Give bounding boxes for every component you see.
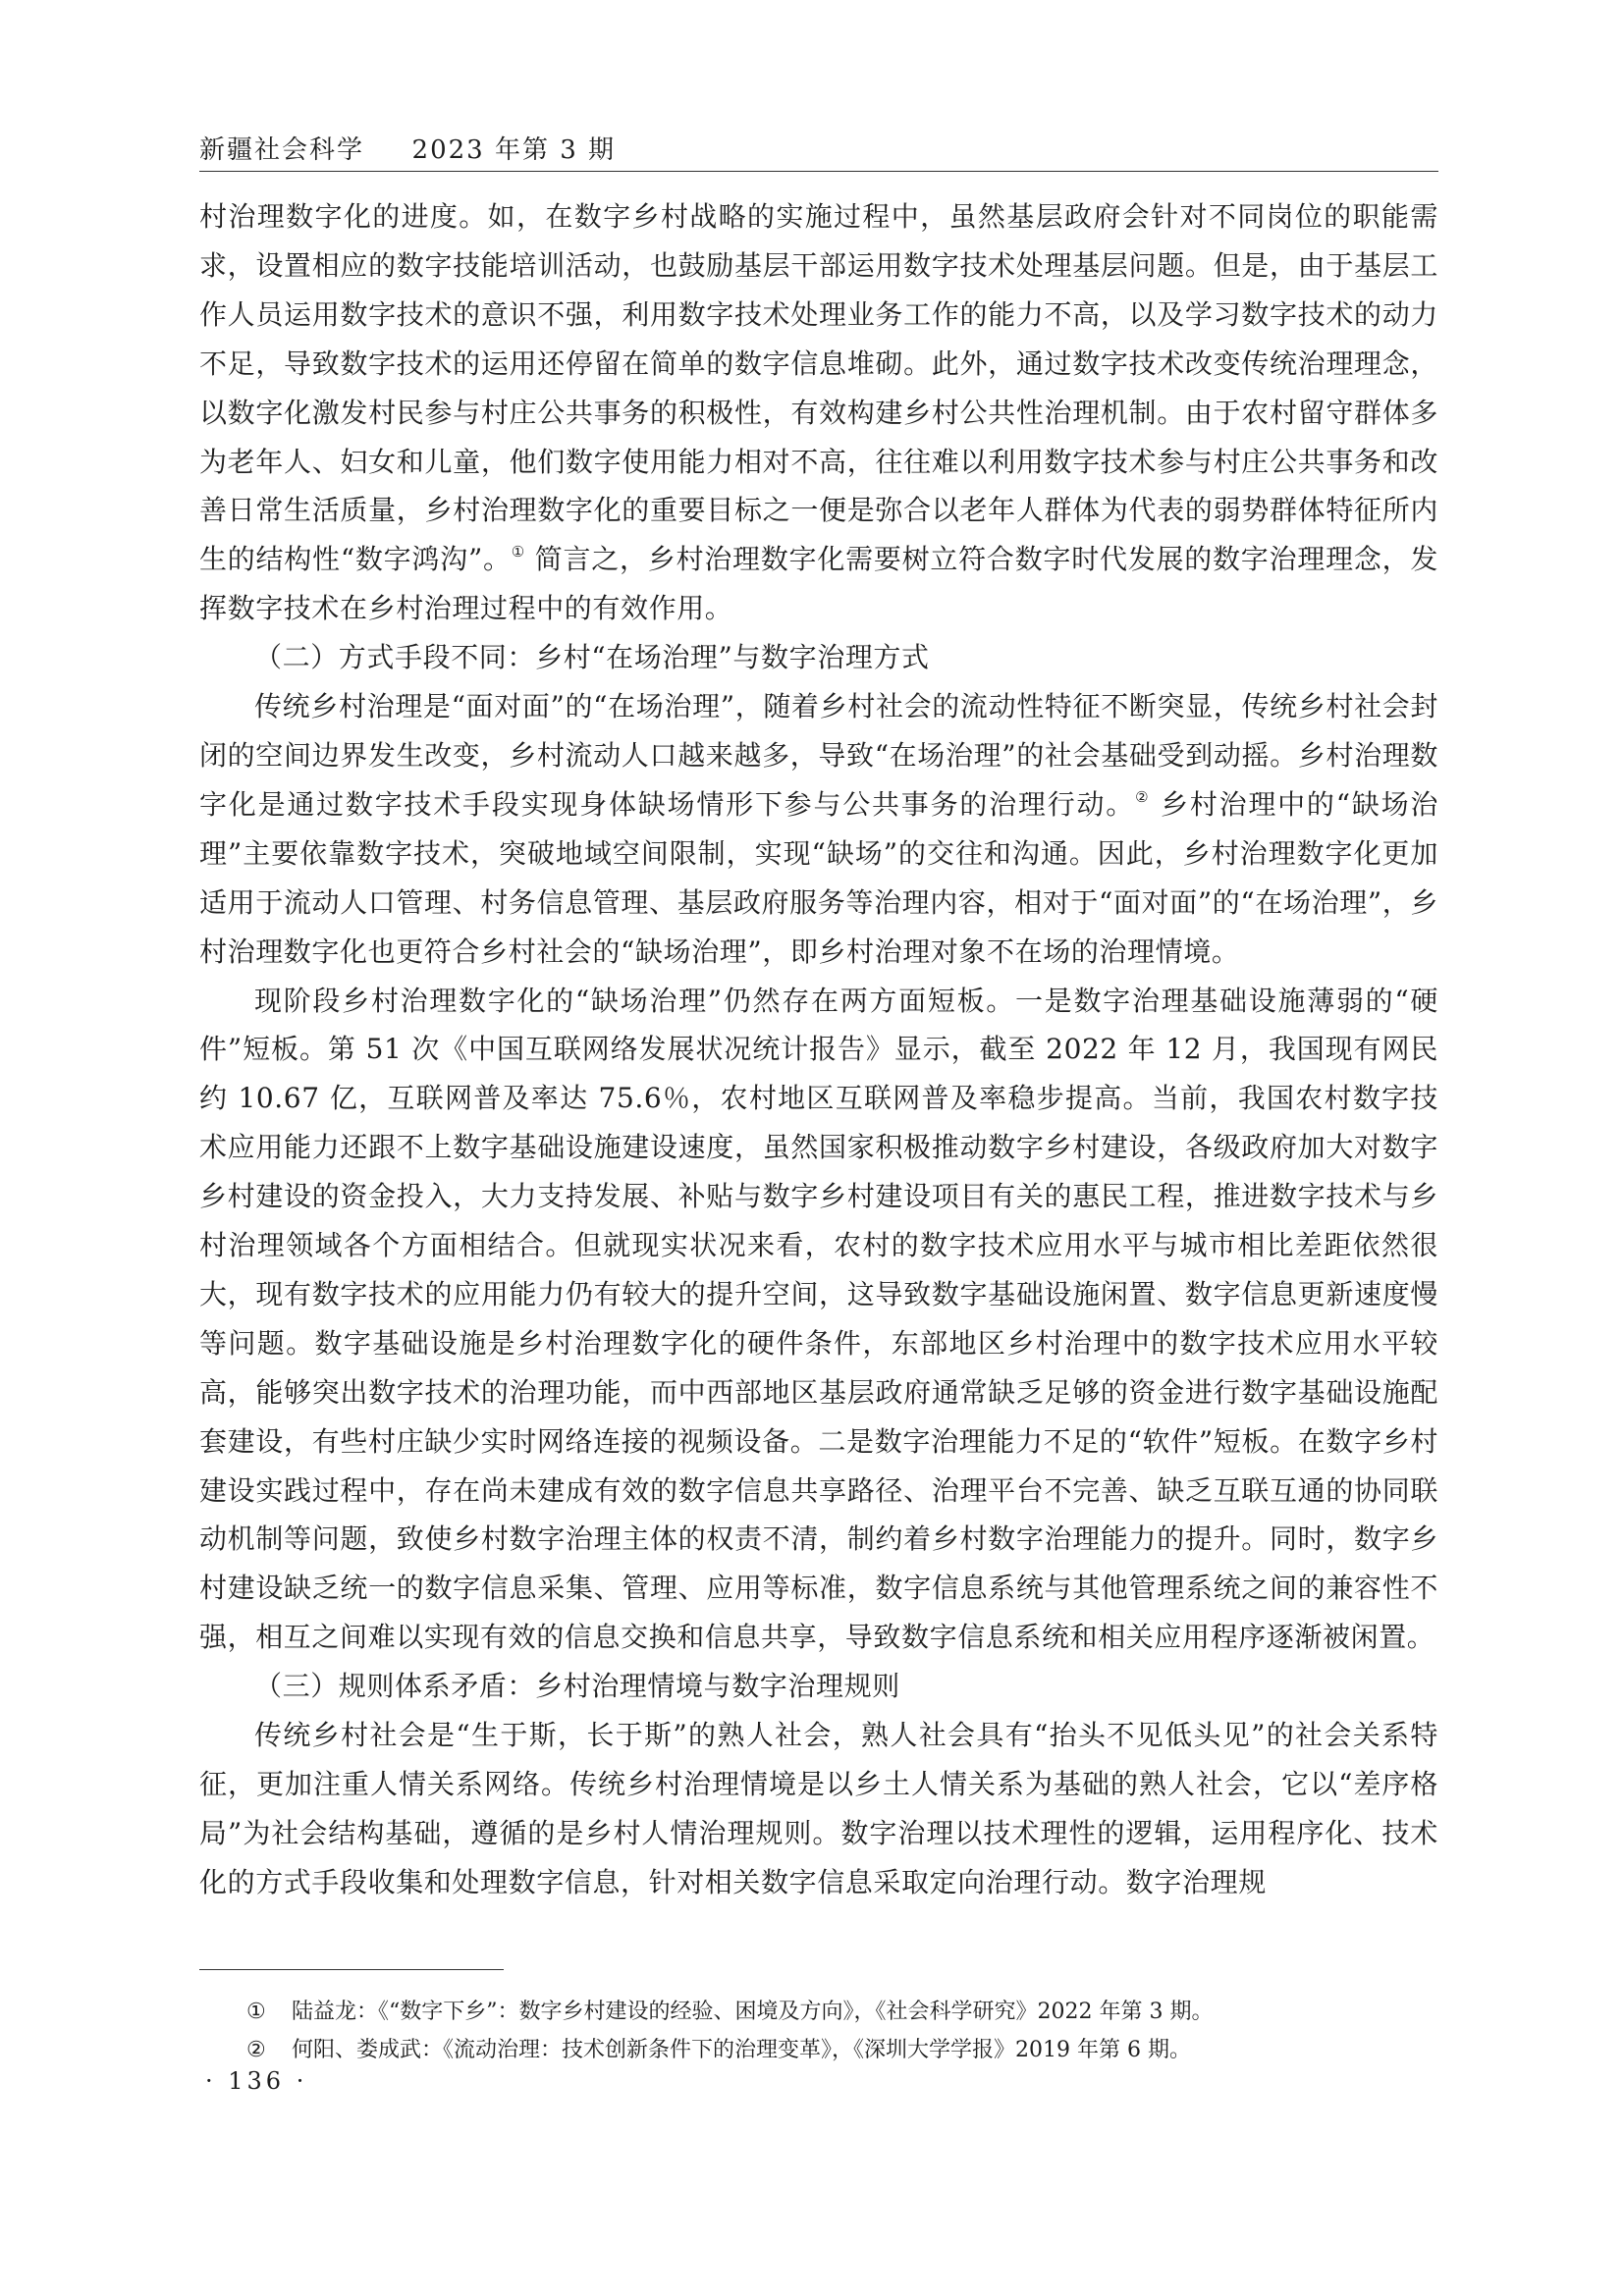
article-body: [199, 192, 1438, 1907]
page-number: · 136 ·: [205, 2067, 308, 2095]
section-heading-3: （三）规则体系矛盾：乡村治理情境与数字治理规则: [254, 1670, 900, 1703]
footnote-2: [246, 2031, 1438, 2069]
paragraph-1: 村治理数字化的进度。如，在数字乡村战略的实施过程中，虽然基层政府会针对不同岗位的职能需求，设置相应的数字技能培训活动，也鼓励基层干部运用数字技术处理基层问题。但是，由于基层工作人员运用数字技术的意识不强，利用数字技术处理业务工作的能力不高，以及学习数字技术的动力不足，导致数字技术的运用还停留在简单的数字信息堆砌。此外，通过数字技术改变传统治理理念，以数字化激发村民参与村庄公共事务的积极性，有效构建乡村公共性治理机制。由于农村留守群体多为老年人、妇女和儿童，他们数字使用能力相对不高，往往难以利用数字技术参与村庄公共事务和改善日常生活质量，乡村治理数字化的重要目标之一便是弥合以老年人群体为代表的弱势群体特征所内生的结构性“数字鸿沟”。① 简言之，乡村治理数字化需要树立符合数字时代发展的数字治理理念，发挥数字技术在乡村治理过程中的有效作用。: [199, 200, 1438, 625]
footnote-1: [246, 1993, 1438, 2031]
paragraph-4: 传统乡村社会是“生于斯，长于斯”的熟人社会，熟人社会具有“抬头不见低头见”的社会关系特征，更加注重人情关系网络。传统乡村治理情境是以乡土人情关系为基础的熟人社会，它以“差序格局”为社会结构基础，遵循的是乡村人情治理规则。数字治理以技术理性的逻辑，运用程序化、技术化的方式手段收集和处理数字信息，针对相关数字信息采取定向治理行动。数字治理规: [199, 1719, 1438, 1898]
footnote-rule: [199, 1969, 504, 1970]
journal-name: 新疆社会科学: [199, 135, 365, 165]
issue-label: 2023 年第 3 期: [411, 135, 617, 165]
footnote-marker: ①: [246, 2000, 266, 2024]
footnote-text: 陆益龙：《“数字下乡”：数字乡村建设的经验、困境及方向》，《社会科学研究》2022 年第 3 期。: [292, 2000, 1214, 2024]
section-heading-2: （二）方式手段不同：乡村“在场治理”与数字治理方式: [254, 641, 930, 674]
header-rule: [199, 171, 1438, 172]
paragraph-2: 传统乡村治理是“面对面”的“在场治理”，随着乡村社会的流动性特征不断突显，传统乡村社会封闭的空间边界发生改变，乡村流动人口越来越多，导致“在场治理”的社会基础受到动摇。乡村治理数字化是通过数字技术手段实现身体缺场情形下参与公共事务的治理行动。② 乡村治理中的“缺场治理”主要依靠数字技术，突破地域空间限制，实现“缺场”的交往和沟通。因此，乡村治理数字化更加适用于流动人口管理、村务信息管理、基层政府服务等治理内容，相对于“面对面”的“在场治理”，乡村治理数字化也更符合乡村社会的“缺场治理”，即乡村治理对象不在场的治理情境。: [199, 690, 1438, 968]
footnotes: [246, 1993, 1438, 2069]
footnote-marker: ②: [246, 2038, 266, 2062]
paragraph-3: 现阶段乡村治理数字化的“缺场治理”仍然存在两方面短板。一是数字治理基础设施薄弱的“硬件”短板。第 51 次《中国互联网络发展状况统计报告》显示，截至 2022 年 12 月，我国现有网民约 10.67 亿，互联网普及率达 75.6％，农村地区互联网普及率稳步提高。当前，我国农村数字技术应用能力还跟不上数字基础设施建设速度，虽然国家积极推动数字乡村建设，各级政府加大对数字乡村建设的资金投入，大力支持发展、补贴与数字乡村建设项目有关的惠民工程，推进数字技术与乡村治理领域各个方面相结合。但就现实状况来看，农村的数字技术应用水平与城市相比差距依然很大，现有数字技术的应用能力仍有较大的提升空间，这导致数字基础设施闲置、数字信息更新速度慢等问题。数字基础设施是乡村治理数字化的硬件条件，东部地区乡村治理中的数字技术应用水平较高，能够突出数字技术的治理功能，而中西部地区基层政府通常缺乏足够的资金进行数字基础设施配套建设，有些村庄缺少实时网络连接的视频设备。二是数字治理能力不足的“软件”短板。在数字乡村建设实践过程中，存在尚未建成有效的数字信息共享路径、治理平台不完善、缺乏互联互通的协同联动机制等问题，致使乡村数字治理主体的权责不清，制约着乡村数字治理能力的提升。同时，数字乡村建设缺乏统一的数字信息采集、管理、应用等标准，数字信息系统与其他管理系统之间的兼容性不强，相互之间难以实现有效的信息交换和信息共享，导致数字信息系统和相关应用程序逐渐被闲置。: [199, 984, 1438, 1654]
footnote-text: 何阳、娄成武：《流动治理：技术创新条件下的治理变革》，《深圳大学学报》2019 年第 6 期。: [292, 2038, 1191, 2062]
footnote-ref-1[interactable]: ①: [511, 543, 526, 561]
footnote-ref-2[interactable]: ②: [1135, 787, 1151, 806]
running-header: [199, 130, 1438, 169]
